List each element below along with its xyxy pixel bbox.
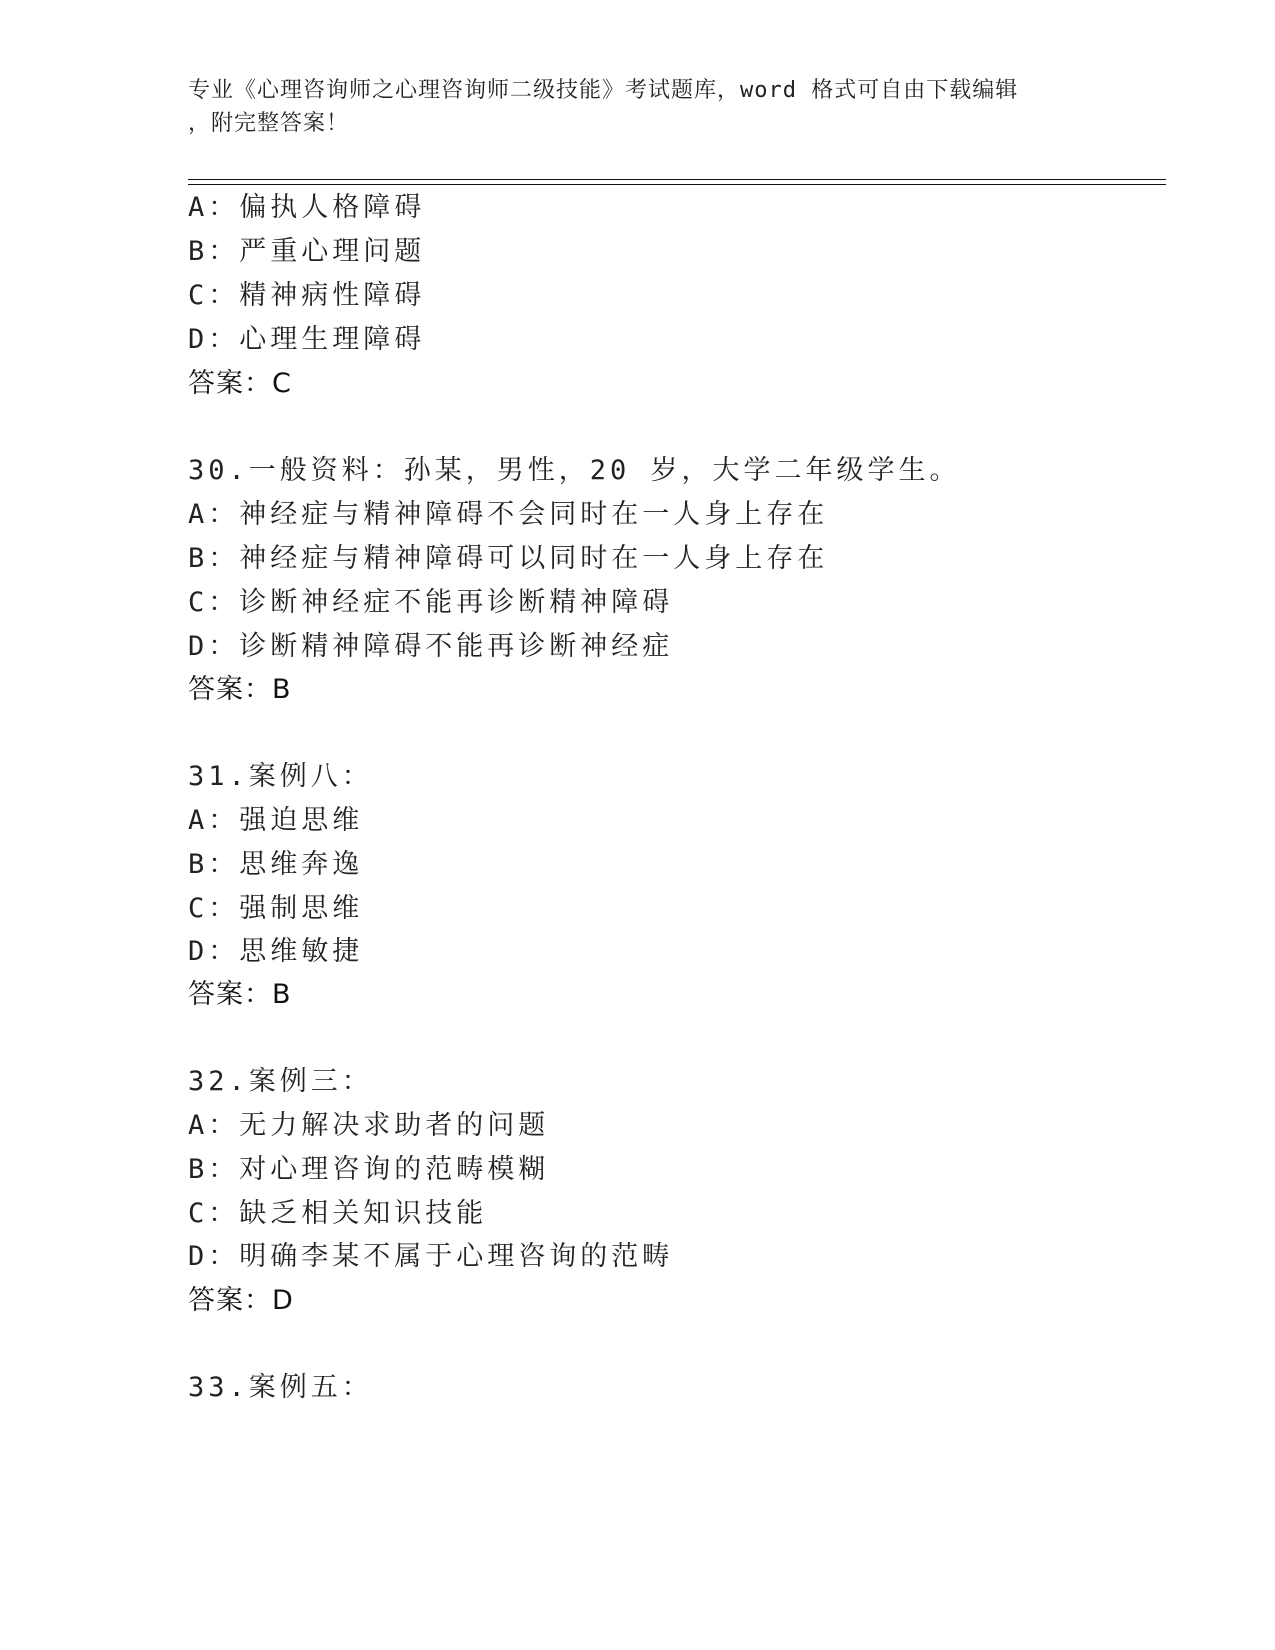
option-b: B：对心理咨询的范畴模糊: [188, 1154, 550, 1185]
header-divider-top: [188, 179, 1166, 180]
option-b: B：思维奔逸: [188, 849, 364, 880]
question-30: 30.一般资料：孙某，男性，20 岁，大学二年级学生。: [188, 455, 961, 486]
answer: 答案：B: [188, 979, 292, 1010]
option-d: D：诊断精神障碍不能再诊断神经症: [188, 631, 674, 662]
document-header: [188, 74, 1088, 140]
question-32: 32.案例三：: [188, 1066, 373, 1097]
option-a: A：强迫思维: [188, 805, 364, 836]
option-c: C：强制思维: [188, 893, 364, 924]
header-line-1: 专业《心理咨询师之心理咨询师二级技能》考试题库，word 格式可自由下载编辑: [188, 78, 1019, 103]
header-line-2: ，附完整答案！: [188, 111, 350, 136]
option-b: B：严重心理问题: [188, 236, 426, 267]
option-d: D：思维敏捷: [188, 936, 364, 967]
option-a: A：无力解决求助者的问题: [188, 1110, 550, 1141]
question-31: 31.案例八：: [188, 761, 373, 792]
header-divider-bottom: [188, 184, 1166, 185]
option-d: D：明确李某不属于心理咨询的范畴: [188, 1241, 674, 1272]
option-a: A：神经症与精神障碍不会同时在一人身上存在: [188, 499, 829, 530]
option-c: C：诊断神经症不能再诊断精神障碍: [188, 587, 674, 618]
option-a: A：偏执人格障碍: [188, 192, 426, 223]
answer: 答案：C: [188, 368, 292, 399]
option-b: B：神经症与精神障碍可以同时在一人身上存在: [188, 543, 829, 574]
option-c: C：精神病性障碍: [188, 280, 426, 311]
answer: 答案：D: [188, 1285, 294, 1316]
option-c: C：缺乏相关知识技能: [188, 1198, 488, 1229]
answer: 答案：B: [188, 674, 292, 705]
question-33: 33.案例五：: [188, 1372, 373, 1403]
option-d: D：心理生理障碍: [188, 324, 426, 355]
